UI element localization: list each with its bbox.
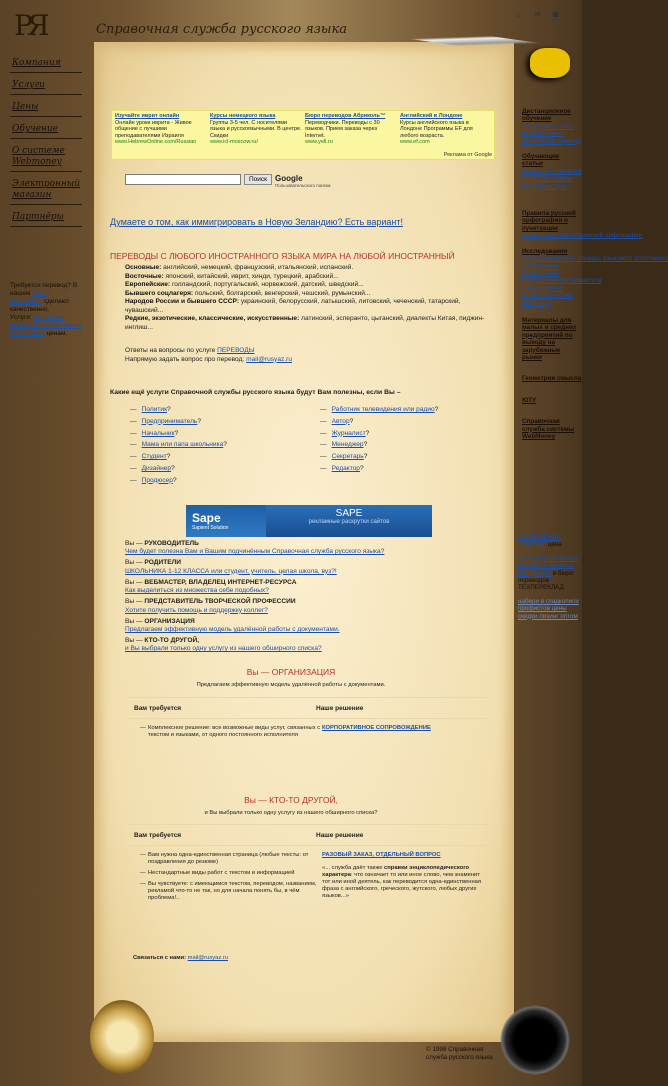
sape-banner-left — [186, 505, 266, 537]
ad-url[interactable]: www.ef.com — [400, 139, 430, 146]
lang-text: польский, болгарский, венгерский, чешский, румынский... — [193, 289, 371, 297]
qa-text: Ответы на вопросы по услуге — [125, 347, 216, 354]
menu-item-services[interactable]: Услуги — [10, 78, 82, 95]
right-link[interactable]: Правила дореволюционной орфографии — [522, 232, 643, 240]
sitemap-icon[interactable]: ☗ — [552, 10, 560, 19]
need-item: — Нестандартные виды работ с текстом и информацией — [140, 870, 322, 877]
headline-link[interactable]: Думаете о том, как иммигрировать в Новую Зеландию? Есть вариант! — [110, 217, 404, 227]
service-link[interactable]: Менеджер — [331, 441, 364, 449]
col-solution-header: Наше решение — [316, 704, 364, 712]
right-bottom-link[interactable]: набери в гладкописи профистов цены скидки лизинг оптом — [518, 597, 579, 620]
audience-role: КТО-ТО ДРУГОЙ, — [144, 637, 200, 645]
solution-cell — [322, 725, 488, 743]
right-bottom-ads — [518, 534, 582, 626]
quote-text: «... служба даёт также — [322, 865, 385, 871]
right-block — [522, 317, 582, 361]
audience-link[interactable]: Чем будет полезна Вам и Вашим подчинённым Справочная служба русского языка? — [125, 548, 385, 556]
contact-line — [133, 955, 228, 961]
right-block-title[interactable]: Дистанционное обучение — [522, 108, 571, 123]
right-link[interactable]: русский и англ — [522, 130, 565, 138]
quote-emphasis: справки энциклопедического характера — [322, 865, 470, 878]
right-block-title[interactable]: Материалы для малых и средних предприятий по выходу на зарубежные рынки — [522, 316, 577, 361]
menu-item-company[interactable]: Компания — [10, 56, 82, 73]
right-bottom-text: в бюро переводов ТЕХПЕРЕКЛАД — [518, 569, 574, 592]
lang-label: Европейские: — [125, 281, 171, 288]
audience-item — [125, 618, 465, 635]
left-promo-link-cargo[interactable]: перевозка негабаритных грузов по сниженным — [10, 314, 82, 337]
right-link[interactable]: Наш интернет — [522, 284, 564, 292]
lang-label: Народов России и бывшего СССР: — [125, 298, 240, 305]
lang-text: английский, немецкий, французский, итальянский, испанский. — [161, 264, 354, 271]
lang-label: Основные: — [125, 264, 162, 271]
service-link[interactable]: Дизайнер — [141, 464, 172, 472]
right-link[interactable]: Приложения — [522, 262, 559, 270]
right-link[interactable]: Грамотность — [522, 269, 559, 277]
right-link[interactable]: Немаздемический словарь языкового уплотнения — [522, 255, 668, 263]
other-table-subtitle: и Вы выбрали только одну услугу из нашего обширного списка? — [204, 810, 378, 816]
needs-cell — [128, 725, 322, 743]
service-link[interactable]: Продюсер — [141, 476, 173, 484]
lang-text: японский, китайский, иврит, хинди, турецкий, арабский... — [163, 272, 339, 280]
google-branding — [275, 174, 331, 188]
audience-prefix: Вы — — [125, 540, 143, 547]
service-link[interactable]: Мама или папа школьника — [141, 441, 224, 449]
audience-role: РОДИТЕЛИ — [144, 559, 182, 567]
right-bottom-link[interactable]: Научно-технический перевод и перевод инструкций — [518, 554, 578, 577]
service-link[interactable]: Политик — [141, 406, 167, 413]
right-link[interactable]: Занятицы — [522, 299, 551, 307]
org-table — [128, 697, 488, 743]
right-bottom-link[interactable]: ОСТЕКЛЕНИЕ ЛОДЖИЙ — [518, 534, 561, 549]
qa-email-link[interactable]: mail@rusyaz.ru — [246, 355, 293, 363]
org-table-title: Вы — ОРГАНИЗАЦИЯ — [246, 667, 336, 677]
needs-cell — [128, 852, 322, 906]
audience-item — [125, 559, 465, 576]
right-block-title[interactable]: Обучающие статьи — [522, 153, 560, 168]
service-link[interactable]: Автор — [331, 417, 350, 425]
other-table — [128, 824, 488, 906]
audience-item — [125, 579, 465, 596]
service-link[interactable]: Секретарь — [331, 453, 364, 461]
left-promo — [10, 282, 82, 338]
need-item: — Вам нужна одна-единственная страница (любые тексты: от поздравления до резюме) — [140, 852, 322, 866]
services-list-right: — Работник телевидения или радио? — Автор? — Журналист? — Менеджер? — Секретарь? — Редактор? — [320, 406, 439, 472]
site-title: Справочная служба русского языка — [96, 22, 347, 37]
audience-prefix: Вы — — [125, 598, 143, 606]
google-ads-block — [111, 110, 495, 160]
qa-text: Напрямую задать вопрос про перевод: — [125, 355, 245, 363]
contact-label: Связаться с нами: — [133, 955, 187, 961]
audience-role: ОРГАНИЗАЦИЯ — [144, 617, 195, 625]
service-link[interactable]: Студент — [141, 453, 167, 461]
audience-role: РУКОВОДИТЕЛЬ — [144, 540, 199, 547]
search-input[interactable] — [125, 174, 241, 185]
service-link[interactable]: Редактор — [331, 464, 360, 472]
service-link[interactable]: Журналист — [331, 429, 366, 437]
sape-sub-text: Sapient Solution — [192, 525, 229, 531]
contact-email-link[interactable]: mail@rusyaz.ru — [187, 955, 229, 961]
menu-item-shop[interactable]: Электронный магазин — [10, 177, 82, 205]
org-table-subtitle: Предлагаем эффективную модель удалённой работы с документами. — [196, 682, 386, 688]
right-block — [522, 418, 582, 440]
lang-text: латинский, эсперанто, цыганский, диалекты Китая, пиджин-инглиш... — [125, 315, 485, 331]
right-block-title[interactable]: Справочная служба системы WebMoney — [522, 418, 575, 440]
right-block — [522, 108, 582, 145]
audience-item — [125, 637, 465, 654]
ad-unit[interactable] — [305, 113, 397, 146]
audience-item — [125, 598, 465, 615]
ad-url[interactable]: www.HebrewOnline.com/Russian — [115, 139, 197, 146]
other-table-title: Вы — КТО-ТО ДРУГОЙ, — [244, 795, 338, 805]
lang-label: Восточные: — [125, 272, 164, 280]
right-bottom-text: цена — [547, 541, 562, 549]
right-block — [522, 210, 643, 240]
lang-label: Редкие, экзотические, классические, искусственные: — [125, 315, 300, 322]
ad-title[interactable]: Изучайте иврит онлайн — [115, 113, 180, 119]
right-link[interactable]: Манифест пути — [522, 182, 568, 190]
ad-unit[interactable] — [115, 113, 207, 146]
need-item: — Комплексное решение: все возможные виды услуг, связанных с текстом и языками, от одного постоянного исполнителя — [140, 725, 322, 739]
ad-body: Группы 3-5 чел. С носителями языка и русскоязычными. В центре. Скидки — [210, 119, 302, 139]
audience-prefix: Вы — — [125, 637, 143, 645]
sape-title: SAPE — [335, 508, 363, 519]
lang-text: голландский, португальский, норвежский, датский, шведский... — [170, 281, 364, 288]
search-button[interactable]: Поиск — [244, 174, 272, 185]
ads-by-google[interactable]: Реклама от Google — [443, 152, 492, 158]
google-logo: Google — [275, 174, 303, 183]
pocket-watch-decoration — [90, 1000, 154, 1074]
audience-link[interactable]: Хотите получить помощь и поддержку коллег? — [125, 606, 268, 614]
service-link[interactable]: Предприниматель — [141, 417, 198, 425]
audience-prefix: Вы — — [125, 578, 143, 586]
table-header — [128, 697, 488, 719]
sape-banner-right — [266, 505, 432, 537]
table-row — [128, 719, 488, 743]
sape-slogan: рекламные раскрутки сайтов — [308, 519, 390, 525]
menu-item-webmoney[interactable]: О системе Webmoney — [10, 144, 82, 172]
audience-item — [125, 540, 465, 557]
right-block — [522, 375, 582, 382]
search-form — [125, 174, 331, 188]
ad-unit[interactable] — [210, 113, 302, 146]
right-link[interactable]: 10 лекций — англ — [522, 122, 574, 130]
top-icons — [516, 11, 560, 19]
quote-text: : что означает то или иное слово, чем знаменит тот или иной деятель, как переводится одна-единственная фраза с английского, греческого, жутского, любых других языков...» — [322, 872, 482, 899]
left-promo-link-bureau[interactable]: бюро переводов — [10, 290, 49, 305]
ad-title[interactable]: Бюро переводов Абриколь™ — [305, 113, 386, 119]
sape-logo-text: Sape — [192, 511, 221, 525]
solution-quote — [322, 865, 488, 900]
right-link[interactable]: Статистические ведомости — [522, 277, 602, 285]
languages-list — [125, 264, 485, 332]
audience-prefix: Вы — — [125, 617, 143, 625]
qa-block — [125, 347, 292, 364]
copyright: © 1998 Справочная служба русского языка — [426, 1046, 493, 1061]
solution-cell — [322, 852, 488, 906]
services-list-left: — Политик? — Предприниматель? — Начальник? — Мама или папа школьника? — Студент? — Дизайнер? — Продюсер? — [130, 406, 227, 484]
left-promo-text: сделают качественно. — [10, 298, 70, 313]
col-needs-header: Вам требуется — [134, 831, 182, 839]
ad-title[interactable]: Английский в Лондоне — [400, 113, 463, 119]
google-caption: Пользовательского поиска — [275, 183, 331, 188]
qa-translations-link[interactable]: ПЕРЕВОДЫ — [217, 347, 255, 354]
right-block-title[interactable]: Правила русской орфографии и пунктуации — [522, 210, 576, 232]
solution-link[interactable]: РАЗОВЫЙ ЗАКАЗ, ОТДЕЛЬНЫЙ ВОПРОС — [322, 852, 441, 858]
audience-link[interactable]: ШКОЛЬНИКА 1-12 КЛАССА или студент, учитель, целая школа, вуз?! — [125, 567, 337, 575]
ad-unit[interactable] — [400, 113, 492, 146]
right-link[interactable]: Игра в антонимы — [522, 175, 572, 183]
lang-text: украинский, белорусский, латышский, литовский, чеченский, татарский, чувашский... — [125, 298, 461, 314]
audience-link[interactable]: Как выделиться из множества себе подобных? — [125, 587, 269, 595]
site-logo[interactable]: РЯ — [14, 9, 44, 42]
mail-icon[interactable]: ✉ — [534, 10, 541, 19]
left-promo-text: Услуги: — [10, 314, 32, 321]
menu-item-education[interactable]: Обучение — [10, 122, 82, 139]
audience-link[interactable]: Предлагаем эффективную модель удалённой работы с документами. — [125, 626, 340, 634]
need-item: — Вы чувствуете: с имеющимся текстом, переводом, названием, рекламой что-то не так, но для начала понять бы, в чём проблема!.. — [140, 881, 322, 902]
main-menu — [10, 56, 82, 232]
section-title: ПЕРЕВОДЫ С ЛЮБОГО ИНОСТРАННОГО ЯЗЫКА МИРА НА ЛЮБОЙ ИНОСТРАННЫЙ — [110, 251, 455, 261]
right-block-title[interactable]: ЮТУ — [522, 396, 537, 404]
ad-body: Переводчики. Переводы с 30 языков. Прием заказа через Internet. — [305, 119, 380, 139]
sape-banner[interactable] — [186, 505, 432, 537]
audience-role: ПРЕДСТАВИТЕЛЬ ТВОРЧЕСКОЙ ПРОФЕССИИ — [144, 598, 296, 606]
ad-body: Онлайн уроки иврита - Живое общение с лучшими преподавателями Израиля — [115, 119, 192, 139]
table-header — [128, 824, 488, 846]
audience-prefix: Вы — — [125, 559, 143, 567]
services-title: Какие ещё услуги Справочной службы русского языка будут Вам полезны, если Вы – — [110, 389, 401, 396]
solution-link[interactable]: КОРПОРАТИВНОЕ СОПРОВОЖДЕНИЕ — [322, 725, 431, 731]
menu-item-partners[interactable]: Партнёры — [10, 210, 82, 227]
right-link[interactable]: английский перевод — [522, 137, 581, 145]
left-promo-text: ценам. — [46, 330, 68, 337]
right-block-title[interactable]: Геометрия смысла — [522, 375, 582, 383]
menu-item-prices[interactable]: Цены — [10, 100, 82, 117]
right-column — [522, 108, 668, 448]
table-row — [128, 846, 488, 906]
lang-label: Бывшего соцлагеря: — [125, 289, 194, 297]
left-promo-text: Требуется перевод? В нашем — [10, 282, 78, 297]
quill-tip-decoration — [530, 48, 570, 78]
inkwell-decoration — [500, 1000, 570, 1080]
audience-link[interactable]: и Вы выбрали только одну услугу из нашего обширного списка? — [125, 645, 322, 653]
ad-url[interactable]: www.yell.ru — [305, 139, 333, 146]
ad-body: Курсы английского языка в Лондоне Программы EF для любого возраста. — [400, 119, 473, 139]
right-link[interactable]: Словотворчество — [522, 292, 574, 300]
ad-url[interactable]: www.icl-moscow.ru/ — [210, 139, 258, 146]
right-block — [522, 397, 582, 404]
service-link[interactable]: Начальник — [141, 429, 175, 437]
col-needs-header: Вам требуется — [134, 704, 182, 712]
service-link[interactable]: Работник телевидения или радио — [331, 406, 435, 413]
audience-role: ВЕБМАСТЕР, ВЛАДЕЛЕЦ ИНТЕРНЕТ-РЕСУРСА — [144, 578, 297, 586]
right-block — [522, 247, 668, 307]
right-link[interactable]: Искусство перевода — [522, 167, 582, 175]
right-block-title[interactable]: Исследования — [522, 247, 568, 255]
col-solution-header: Наше решение — [316, 831, 364, 839]
audience-list — [125, 540, 465, 656]
right-block — [522, 153, 582, 190]
ad-title[interactable]: Курсы немецкого языка — [210, 113, 276, 119]
home-icon[interactable]: ⌂ — [516, 10, 521, 19]
